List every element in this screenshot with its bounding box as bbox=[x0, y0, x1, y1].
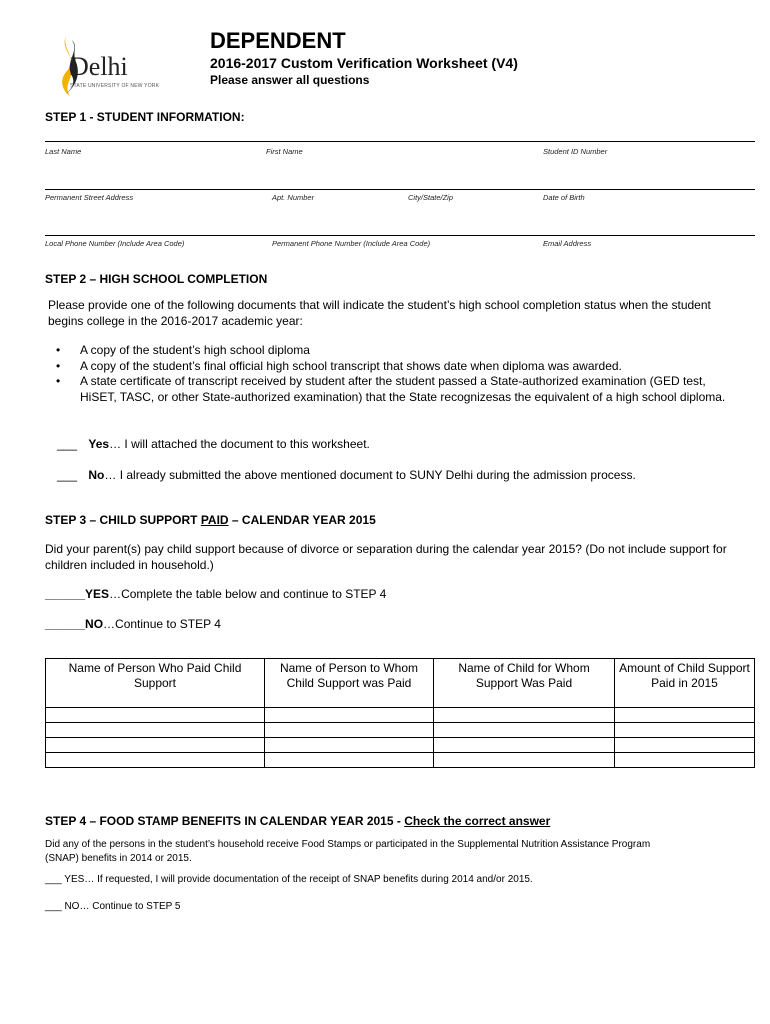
child-support-table bbox=[45, 658, 755, 768]
list-item: • A copy of the student’s final official high school transcript that shows date when diploma was awarded. bbox=[48, 359, 738, 375]
step4-question: Did any of the persons in the student’s household receive Food Stamps or participated in the Supplemental Nutrition Assistance Program (SNAP) benefits in 2014 or 2015. bbox=[45, 839, 651, 864]
yes-text: … I will attached the document to this worksheet. bbox=[109, 437, 370, 451]
last-name-label: Last Name bbox=[45, 147, 82, 156]
no-label: No bbox=[88, 468, 105, 482]
first-name-label: First Name bbox=[266, 147, 303, 156]
row3-line bbox=[45, 235, 755, 236]
col-child-header: Name of Child for Whom Support Was Paid bbox=[434, 659, 615, 708]
col-amount-header: Amount of Child Support Paid in 2015 bbox=[615, 659, 755, 708]
col-payer-header: Name of Person Who Paid Child Support bbox=[46, 659, 265, 708]
step3-heading: STEP 3 – CHILD SUPPORT PAID – CALENDAR YEAR 2015 bbox=[45, 513, 376, 527]
step2-heading: STEP 2 – HIGH SCHOOL COMPLETION bbox=[45, 272, 268, 286]
step3-yes-option[interactable] bbox=[45, 587, 386, 601]
table-row bbox=[46, 708, 755, 723]
email-label: Email Address bbox=[543, 239, 592, 248]
yes-text: …Complete the table below and continue to STEP 4 bbox=[109, 587, 387, 601]
local-phone-label: Local Phone Number (Include Area Code) bbox=[45, 239, 185, 248]
step1-heading: STEP 1 - STUDENT INFORMATION: bbox=[45, 110, 245, 124]
step2-no-option[interactable] bbox=[57, 468, 636, 482]
document-title: DEPENDENT bbox=[210, 28, 346, 53]
step4-heading: STEP 4 – FOOD STAMP BENEFITS IN CALENDAR YEAR 2015 - Check the correct answer bbox=[45, 814, 551, 828]
document-instruction: Please answer all questions bbox=[210, 73, 370, 87]
col-payee-header: Name of Person to Whom Child Support was Paid bbox=[265, 659, 434, 708]
street-address-label: Permanent Street Address bbox=[45, 193, 134, 202]
no-label: ______NO bbox=[45, 617, 104, 631]
permanent-phone-label: Permanent Phone Number (Include Area Code) bbox=[272, 239, 431, 248]
logo-tagline: STATE UNIVERSITY OF NEW YORK bbox=[70, 83, 160, 89]
no-blank: ___ bbox=[57, 468, 78, 482]
document-options-list bbox=[48, 343, 738, 405]
row1-line bbox=[45, 141, 755, 142]
step3-question: Did your parent(s) pay child support because of divorce or separation during the calendar year 2015? (Do not include support for children included in household.) bbox=[45, 542, 727, 572]
yes-blank: ___ bbox=[57, 437, 78, 451]
yes-label: ______YES bbox=[45, 587, 110, 601]
apt-number-label: Apt. Number bbox=[272, 193, 315, 202]
step2-yes-option[interactable] bbox=[57, 437, 370, 451]
list-item: • A state certificate of transcript received by student after the student passed a State-authorized examination (GED test, HiSET, TASC, or other State-authorized examination) that the State recognizesas the equivalent of a high school diploma. bbox=[48, 374, 738, 405]
step2-intro: Please provide one of the following documents that will indicate the student’s high school completion status when the student begins college in the 2016-2017 academic year: bbox=[48, 298, 711, 328]
step4-yes-option[interactable]: ___ YES… If requested, I will provide documentation of the receipt of SNAP benefits during 2014 and/or 2015. bbox=[45, 874, 533, 885]
row2-line bbox=[45, 189, 755, 190]
logo-wordmark: Delhi bbox=[70, 52, 128, 81]
student-id-label: Student ID Number bbox=[543, 147, 608, 156]
document-subtitle: 2016-2017 Custom Verification Worksheet (V4) bbox=[210, 55, 518, 71]
date-of-birth-label: Date of Birth bbox=[543, 193, 585, 202]
list-item: • A copy of the student’s high school diploma bbox=[48, 343, 738, 359]
step3-no-option[interactable] bbox=[45, 617, 221, 631]
yes-label: Yes bbox=[88, 437, 110, 451]
table-row bbox=[46, 738, 755, 753]
step4-no-option[interactable]: ___ NO… Continue to STEP 5 bbox=[45, 901, 181, 912]
no-text: … I already submitted the above mentioned document to SUNY Delhi during the admission process. bbox=[104, 468, 636, 482]
table-row bbox=[46, 753, 755, 768]
table-row bbox=[46, 723, 755, 738]
city-state-zip-label: City/State/Zip bbox=[408, 193, 454, 202]
no-text: …Continue to STEP 4 bbox=[103, 617, 221, 631]
